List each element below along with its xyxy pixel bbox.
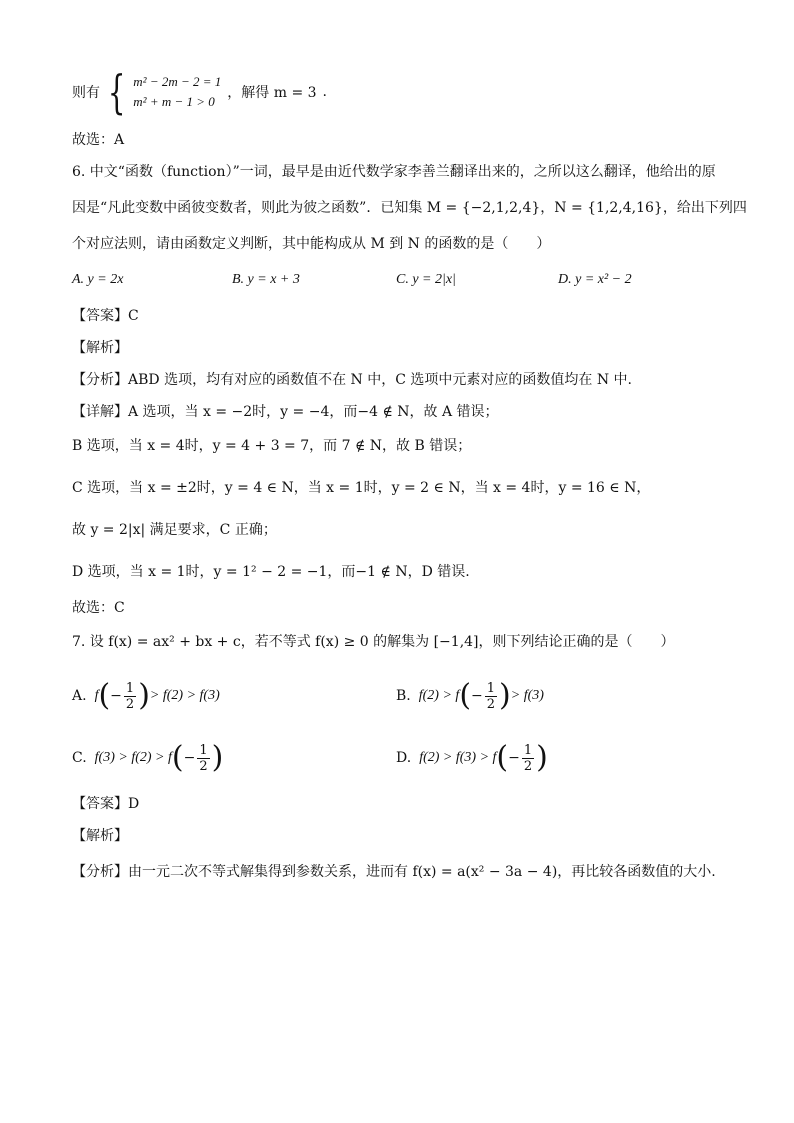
q6-detail3: C 选项，当 x = ±2时，y = 4 ∈ N，当 x = 1时，y = 2 ∈ N，当 x = 4时，y = 16 ∈ N，	[72, 480, 651, 496]
q7-jiexi: 【解析】	[72, 828, 128, 844]
system-intro: 则有	[72, 85, 100, 101]
q7-option-a-label: A.	[72, 688, 87, 704]
system-eq2: m² + m − 1 > 0	[133, 94, 215, 109]
q6-line1: 6. 中文“函数（function）”一词，最早是由近代数学家李善兰翻译出来的，之所以这么翻译，他给出的原	[72, 164, 716, 180]
fraction-denominator: 2	[125, 696, 135, 712]
q7-option-d-label: D.	[396, 750, 412, 766]
fraction-numerator: 1	[523, 742, 533, 758]
fraction-denominator: 2	[199, 758, 208, 774]
q7-option-a-rparen: )	[138, 678, 150, 713]
q7-option-c-minus: −	[183, 750, 196, 766]
q6-line2: 因是“凡此变数中函彼变数者，则此为彼之函数”．已知集 M = {−2,1,2,4}，N = {1,2,4,16}，给出下列四	[72, 200, 747, 216]
fraction-denominator: 2	[486, 696, 496, 712]
q6-option-a: A. y = 2x	[72, 272, 124, 287]
q7-fenxi: 【分析】由一元二次不等式解集得到参数关系，进而有 f(x) = a(x² − 3a − 4)，再比较各函数值的大小.	[72, 864, 716, 880]
q7-answer: 【答案】D	[72, 796, 140, 812]
q6-option-b: B. y = x + 3	[232, 272, 300, 287]
equation-system	[72, 65, 327, 119]
q7-option-c-lparen: (	[171, 740, 184, 775]
system-eq1: m² − 2m − 2 = 1	[133, 74, 222, 89]
q6-choice: 故选：C	[72, 600, 125, 616]
q7-option-a-minus: −	[110, 688, 122, 704]
q7-option-b	[396, 676, 544, 716]
fraction-numerator: 1	[486, 680, 496, 696]
q7-option-d-minus: −	[508, 750, 520, 766]
q7-option-d-lparen: (	[496, 740, 509, 775]
fraction-numerator: 1	[199, 742, 208, 758]
q7-option-d-pre: f(2) > f(3) > f	[419, 750, 497, 765]
q7-stem: 7. 设 f(x) = ax² + bx + c，若不等式 f(x) ≥ 0 的解集为 [−1,4]，则下列结论正确的是（ ）	[72, 634, 675, 650]
q7-option-b-rparen: )	[499, 678, 511, 713]
q7-option-c	[72, 738, 223, 778]
q7-option-d-rparen: )	[536, 740, 548, 775]
fraction-denominator: 2	[523, 758, 533, 774]
q6-line3: 个对应法则，请由函数定义判断，其中能构成从 M 到 N 的函数的是（ ）	[72, 236, 551, 252]
q7-option-b-fraction	[485, 681, 497, 712]
system-end: .	[322, 84, 327, 100]
q7-option-b-minus: −	[471, 688, 483, 704]
q6-detail1: 【详解】A 选项，当 x = −2时，y = −4，而−4 ∉ N，故 A 错误；	[72, 404, 499, 420]
q7-option-a-fraction	[124, 681, 136, 712]
q7-option-b-pre: f(2) > f	[418, 688, 460, 703]
q7-option-a-lparen: (	[98, 678, 111, 713]
system-rows	[133, 74, 221, 110]
fraction-numerator: 1	[125, 680, 135, 696]
q6-fenxi: 【分析】ABD 选项，均有对应的函数值不在 N 中，C 选项中元素对应的函数值均在 N 中.	[72, 372, 632, 388]
q7-option-d	[396, 738, 548, 778]
q6-option-c: C. y = 2|x|	[396, 272, 456, 287]
system-solve: ，解得 m = 3	[227, 85, 317, 101]
q7-option-b-label: B.	[396, 688, 411, 704]
q7-option-c-pre: f(3) > f(2) > f	[94, 750, 172, 765]
q5-choice: 故选：A	[72, 132, 125, 148]
q7-option-d-fraction	[522, 743, 534, 774]
q6-detail2: B 选项，当 x = 4时，y = 4 + 3 = 7，而 7 ∉ N，故 B 错误；	[72, 438, 472, 454]
q6-jiexi: 【解析】	[72, 340, 128, 356]
q7-option-a-pre: f	[94, 688, 99, 703]
q7-option-c-rparen: )	[211, 740, 224, 775]
q6-detail5: D 选项，当 x = 1时，y = 1² − 2 = −1，而−1 ∉ N，D 错误.	[72, 564, 470, 580]
q6-answer: 【答案】C	[72, 308, 139, 324]
q7-option-c-label: C.	[72, 750, 87, 766]
q6-option-d: D. y = x² − 2	[558, 272, 632, 287]
q7-option-c-fraction	[197, 743, 209, 774]
q6-detail4: 故 y = 2|x| 满足要求，C 正确；	[72, 522, 277, 538]
left-brace: {	[107, 65, 126, 119]
q7-option-b-post: > f(3)	[510, 688, 544, 703]
q7-option-b-lparen: (	[459, 678, 472, 713]
q7-option-a	[72, 676, 220, 716]
q7-option-a-post: > f(2) > f(3)	[149, 688, 220, 703]
